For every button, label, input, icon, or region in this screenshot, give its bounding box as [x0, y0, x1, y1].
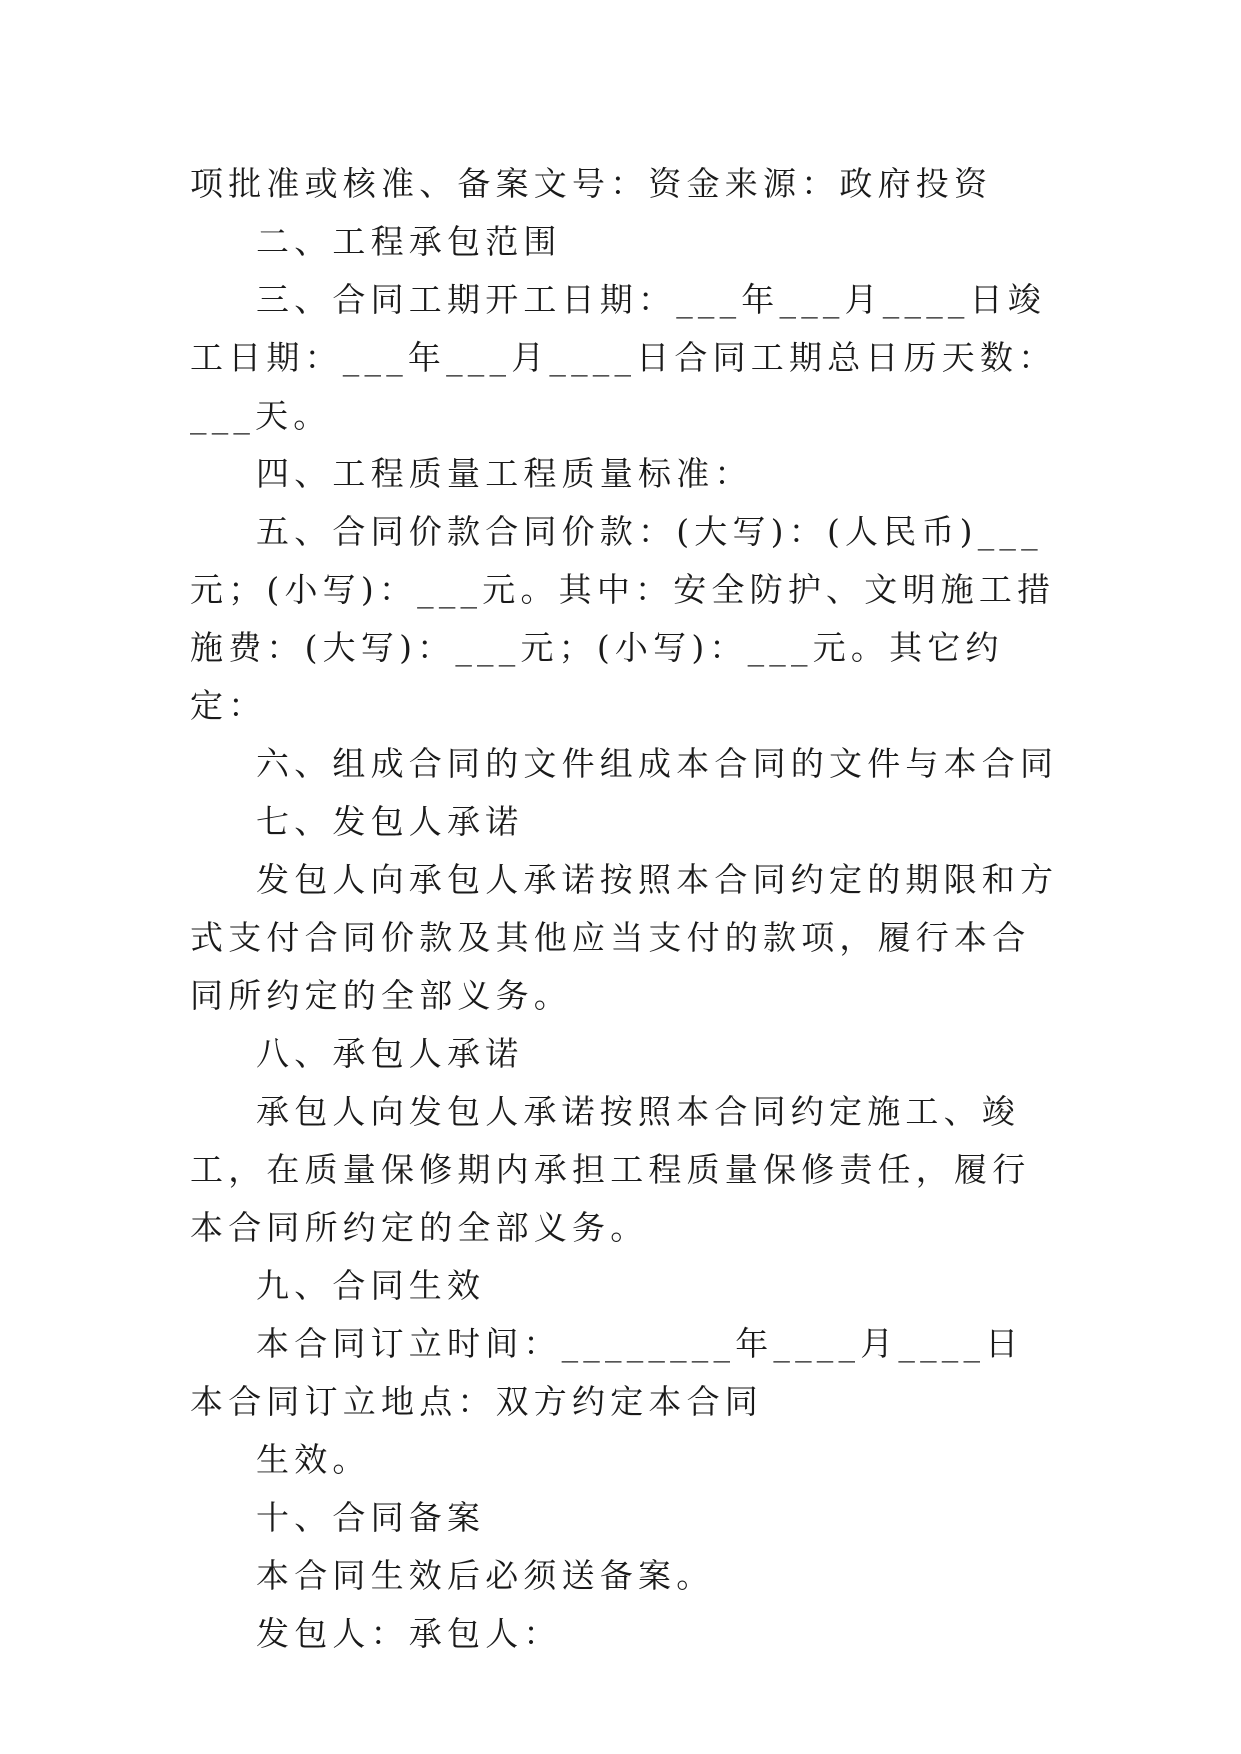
paragraph-employer-commitment: 发包人向承包人承诺按照本合同约定的期限和方式支付合同价款及其他应当支付的款项，履行本合同所约定的全部义务。 [190, 860, 1059, 1015]
paragraph-contract-price: 五、合同价款合同价款：(大写)：(人民币)___元；(小写)：___元。其中：安全防护、文明施工措施费：(大写)：___元；(小写)：___元。其它约定： [190, 512, 1056, 725]
paragraph-approval-funding: 项批准或核准、备案文号：资金来源：政府投资 [190, 164, 993, 203]
paragraph-contract-documents: 六、组成合同的文件组成本合同的文件与本合同 [256, 744, 1059, 783]
heading-employer-commitment: 七、发包人承诺 [256, 802, 524, 841]
paragraph-filing: 本合同生效后必须送备案。 [256, 1556, 715, 1595]
paragraph-signing-time-place: 本合同订立时间：________年____月____日本合同订立地点：双方约定本合同 [190, 1324, 1024, 1421]
heading-contract-effect: 九、合同生效 [256, 1266, 486, 1305]
heading-contractor-commitment: 八、承包人承诺 [256, 1034, 524, 1073]
paragraph-quality-standard: 四、工程质量工程质量标准： [256, 454, 753, 493]
paragraph-signatories: 发包人：承包人： [256, 1614, 562, 1653]
paragraph-effect: 生效。 [256, 1440, 371, 1479]
paragraph-contractor-commitment: 承包人向发包人承诺按照本合同约定施工、竣工，在质量保修期内承担工程质量保修责任，履行本合同所约定的全部义务。 [190, 1092, 1031, 1247]
document-body [190, 155, 1060, 1663]
heading-contract-filing: 十、合同备案 [256, 1498, 486, 1537]
paragraph-contract-period: 三、合同工期开工日期：___年___月____日竣工日期：___年___月____日合同工期总日历天数：___天。 [190, 280, 1057, 435]
heading-scope: 二、工程承包范围 [256, 222, 562, 261]
